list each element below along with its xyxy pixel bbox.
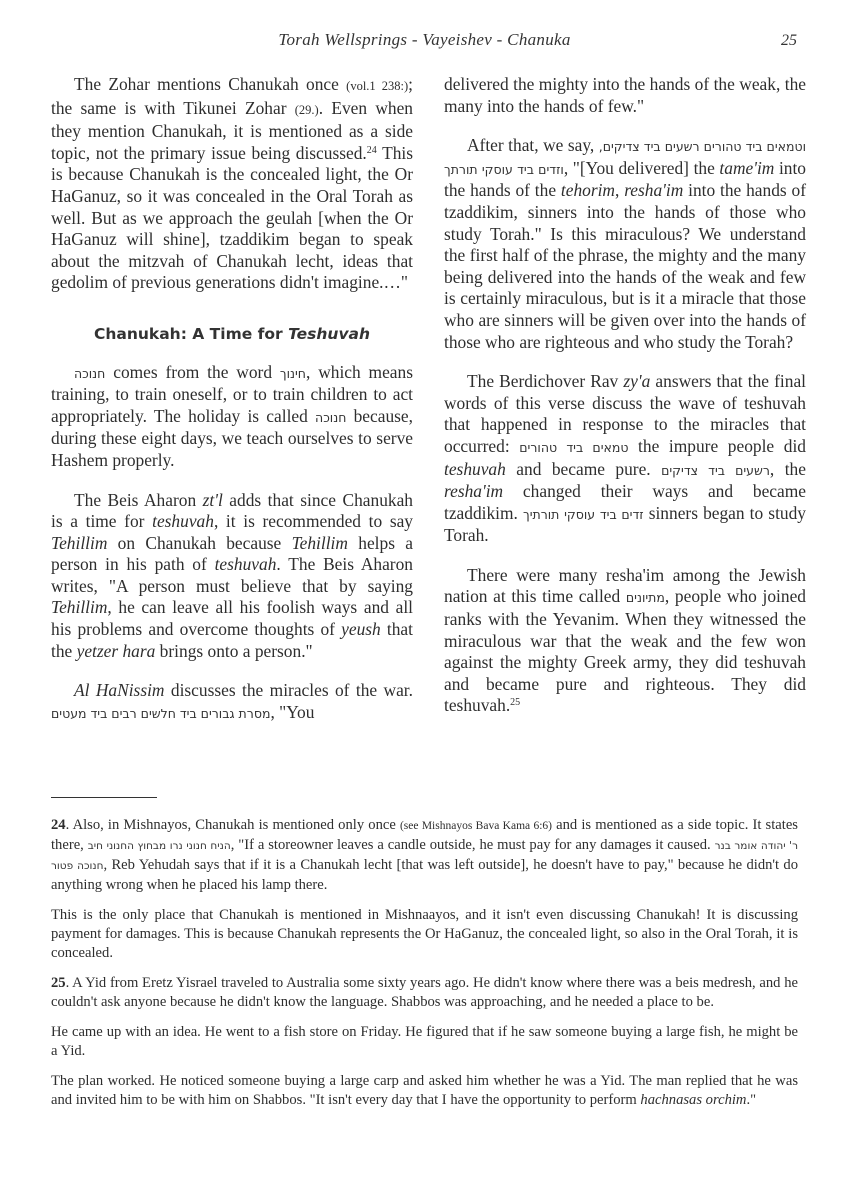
- text: , "[You delivered] the: [563, 157, 720, 178]
- footnotes: [51, 816, 798, 1121]
- text: answers that the final words of this verse discuss the wave of teshuvah that happened in response to the miracles that occurred:: [444, 371, 806, 456]
- text: The Beis Aharon: [74, 489, 203, 510]
- text: The Berdichover Rav: [467, 371, 624, 392]
- text: adds that since Chanukah is a time for: [51, 489, 414, 532]
- source-reference: (29.): [294, 102, 319, 117]
- paragraph-beis-aharon: [51, 490, 413, 663]
- section-heading: [51, 324, 413, 346]
- italic-term: yeush: [341, 619, 381, 640]
- text: This is because Chanukah is the concealed light, the Or HaGanuz, so it was concealed in the Oral Torah as well. But as we approach the geulah [when the Or HaGanuz will shine], tzaddikim began to speak about the mitzvah of Chanukah lecht, ideas that gedolim of previous generations didn't imagine.…": [51, 142, 414, 293]
- paragraph-continuation: [444, 74, 806, 117]
- text: , Reb Yehudah says that if it is a Chanukah lecht [that was left outside], he doesn't have to pay," because he didn't do anything wrong when he placed his lamp there.: [51, 857, 798, 893]
- italic-term: tehorim: [560, 180, 615, 201]
- hebrew-text: טמאים ביד טהורים: [519, 439, 629, 455]
- footnote-number: 24: [51, 817, 66, 833]
- text: , "You: [270, 701, 315, 722]
- source-reference: (see Mishnayos Bava Kama 6:6): [399, 820, 553, 832]
- italic-term: Tehillim: [51, 532, 108, 553]
- text: . A Yid from Eretz Yisrael traveled to Australia some sixty years ago. He didn't know where there was a beis medresh, and he couldn't ask anyone because he didn't know the language. Shabbos was approaching, and he needed a place to be.: [51, 975, 798, 1010]
- text: , which means training, to train oneself, or to train children to act appropriately. The holiday is called: [51, 361, 413, 426]
- footnote-divider: [51, 797, 157, 798]
- italic-term: teshuvah: [444, 458, 506, 479]
- footnote-25-continued: He came up with an idea. He went to a fish store on Friday. He figured that if he saw someone buying a large fish, he might be a Yid.: [51, 1024, 798, 1059]
- text: , the: [769, 458, 806, 479]
- text: changed their ways and became tzaddikim.: [444, 481, 806, 523]
- text: ,: [615, 180, 625, 201]
- text: , he can leave all his foolish ways and all his problems and overcome thoughts of: [51, 597, 413, 640]
- text: that the: [51, 619, 413, 661]
- text: . Also, in Mishnayos, Chanukah is mentioned only once: [65, 817, 400, 833]
- italic-term: zt'l: [202, 489, 223, 510]
- heading-italic: Teshuvah: [288, 324, 371, 343]
- text: and is mentioned as a side topic. It states there,: [51, 817, 798, 853]
- text: because, during these eight days, we teach ourselves to serve Hashem properly.: [51, 405, 413, 470]
- text: , "If a storeowner leaves a candle outside, he must pay for any damages it caused.: [230, 837, 715, 853]
- hebrew-text: רשעים ביד צדיקים: [661, 462, 770, 478]
- text: ; the same is with Tikunei Zohar: [51, 74, 413, 118]
- footnote-25-conclusion: [51, 1072, 798, 1110]
- footnote-number: 25: [51, 975, 66, 991]
- text: into the hands of the: [444, 157, 807, 201]
- running-title: Torah Wellsprings - Vayeishev - Chanuka: [278, 30, 571, 49]
- text: on Chanukah because: [107, 532, 292, 553]
- italic-term: hachnasas orchim: [640, 1092, 747, 1108]
- hebrew-text: חינוך: [279, 365, 306, 381]
- text: . The Beis Aharon writes, "A person must believe that by saying: [51, 554, 413, 596]
- source-reference: (vol.1 238:): [346, 79, 409, 93]
- text: comes from the word: [105, 361, 280, 382]
- footnote-24: [51, 816, 798, 895]
- footnote-marker[interactable]: 24: [366, 144, 377, 156]
- text: The plan worked. He noticed someone buying a large carp and asked him whether he was a Yid. The man replied that he was and invited him to be with him on Shabbos. "It isn't every day that I have the opportunity to perform: [51, 1073, 798, 1108]
- italic-term: tame'im: [719, 157, 775, 178]
- hebrew-text: זדים ביד עוסקי תורתיך: [522, 506, 644, 522]
- page-header: [0, 30, 849, 58]
- paragraph-chinuch: [51, 362, 413, 472]
- text: There were many resha'im among the Jewish nation at this time called: [444, 564, 806, 607]
- right-column: [444, 74, 806, 735]
- italic-term: Tehillim: [291, 532, 348, 553]
- text: sinners began to study Torah.: [444, 502, 806, 546]
- italic-term: teshuvah: [152, 511, 214, 532]
- italic-term: zy'a: [623, 371, 651, 392]
- paragraph-berdichover: [444, 371, 806, 547]
- text: delivered the mighty into the hands of the weak, the many into the hands of few.": [444, 74, 806, 116]
- hebrew-text: חנוכה: [315, 409, 347, 425]
- page-number: 25: [781, 32, 797, 49]
- italic-term: resha'im: [444, 481, 504, 502]
- italic-term: resha'im: [624, 180, 684, 201]
- paragraph-al-hanissim: [51, 680, 413, 724]
- text: , people who joined ranks with the Yevanim. When they witnessed the miraculous war that the weak and the few won against the mighty Greek army, they did teshuvah and became pure and righteous. They did teshuvah.: [444, 586, 806, 716]
- footnote-marker[interactable]: 25: [510, 697, 521, 709]
- text: and became pure.: [505, 458, 662, 479]
- text: .": [746, 1092, 757, 1108]
- text: helps a person in his path of: [51, 532, 413, 575]
- paragraph-after-that: [444, 135, 806, 353]
- hebrew-text: מסרת גבורים ביד חלשים רבים ביד מעטים: [51, 705, 271, 721]
- italic-term: Tehillim: [51, 597, 108, 618]
- text: into the hands of tzaddikim, sinners into the hands of those who study Torah." Is this miraculous? We understand the first half of the phrase, the mighty and the many being delivered into the hands of the weak and few is certainly miraculous, but is it a miracle that those who are sinners will be given over into the hands of those who are righteous and who study the Torah?: [444, 180, 806, 352]
- text: the impure people did: [628, 435, 806, 456]
- text: The Zohar mentions Chanukah once: [74, 74, 347, 94]
- italic-term: yetzer hara: [76, 640, 156, 661]
- footnote-25: [51, 974, 798, 1012]
- italic-term: Al HaNissim: [74, 680, 165, 701]
- hebrew-text: ר' יהודה אומר בנר חנוכה פטור: [51, 840, 798, 872]
- text: , it is recommended to say: [213, 511, 413, 532]
- footnote-24-continued: This is the only place that Chanukah is mentioned in Mishnaayos, and it isn't even discussing Chanukah! It is discussing payment for damages. This is because Chanukah represents the Or HaGanuz, the concealed light, so also in the Oral Torah, it is concealed.: [51, 907, 798, 961]
- text: After that, we say,: [467, 135, 599, 156]
- hebrew-text: הניח חנוני נרו מבחוץ החנוני חיב: [87, 840, 231, 852]
- paragraph-zohar: [51, 74, 413, 294]
- text: . Even when they mention Chanukah, it is mentioned as a side topic, not the primary issue being discussed.: [51, 97, 413, 163]
- heading-text: Chanukah: A Time for: [93, 324, 289, 343]
- hebrew-text: חנוכה: [74, 365, 106, 381]
- hebrew-text: מתיונים: [625, 590, 665, 606]
- text: discusses the miracles of the war.: [164, 680, 413, 701]
- left-column: [51, 74, 413, 742]
- text: brings onto a person.": [155, 640, 313, 661]
- italic-term: teshuvah: [214, 554, 277, 575]
- paragraph-reshaim: [444, 565, 806, 717]
- hebrew-text: וטמאים ביד טהורים רשעים ביד צדיקים, וזדים ביד עוסקי תורתך: [444, 139, 807, 177]
